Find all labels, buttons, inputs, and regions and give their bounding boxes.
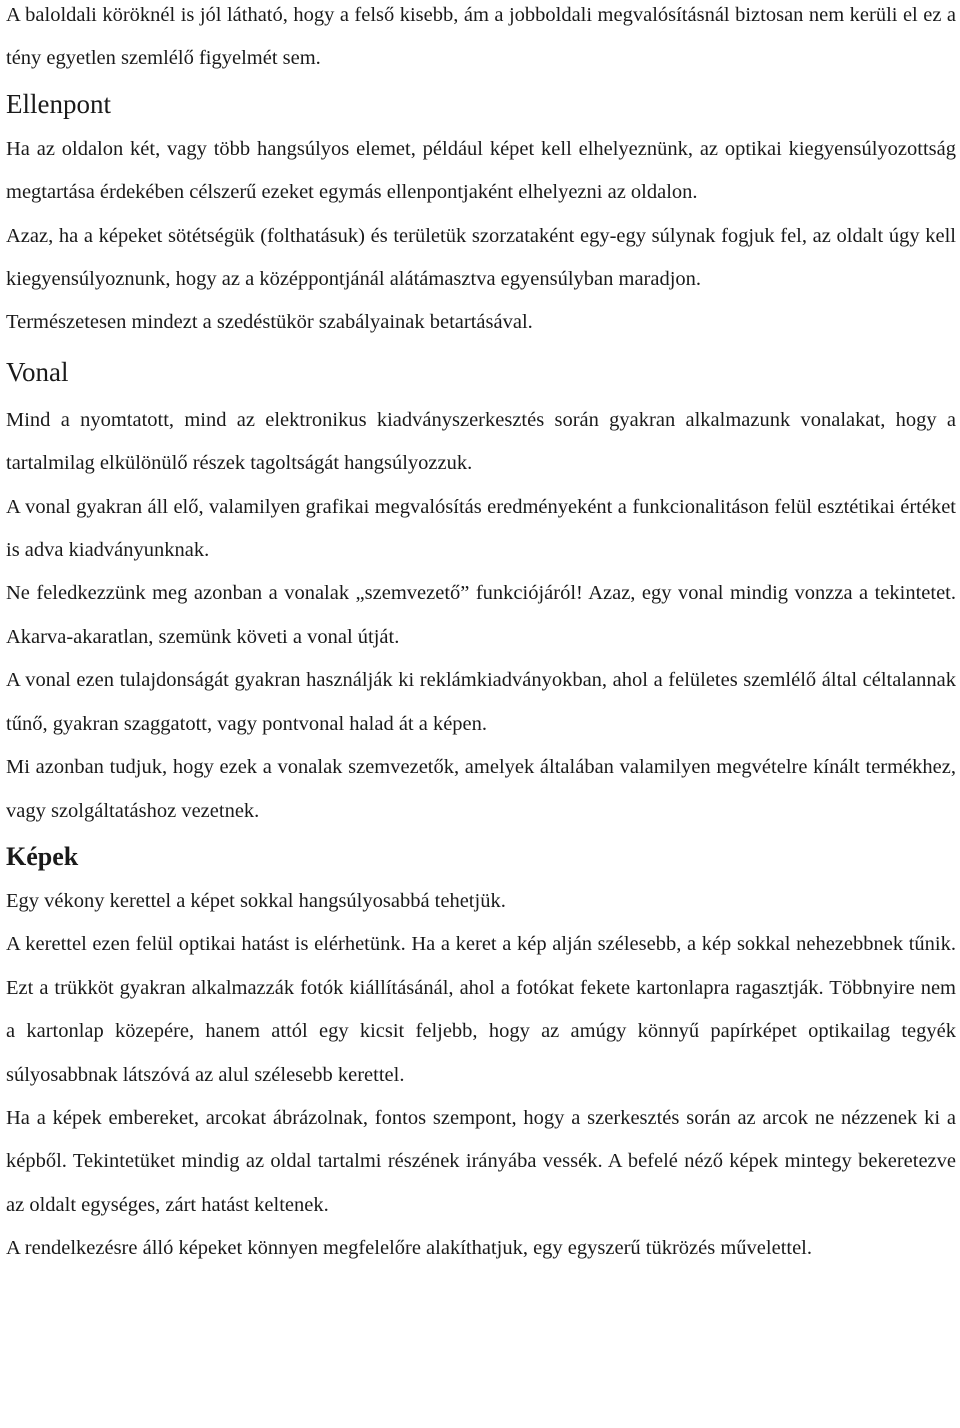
vonal-paragraph-3: Ne feledkezzünk meg azonban a vonalak „szemvezető” funkciójáról! Azaz, egy vonal mindig vonzza a tekintetet. Akarva-akaratlan, szemünk követi a vonal útját. bbox=[6, 582, 956, 648]
vonal-paragraph-2: A vonal gyakran áll elő, valamilyen grafikai megvalósítás eredményeként a funkcionalitáson felül esztétikai értéket is adva kiadványunknak. bbox=[6, 495, 956, 562]
ellenpont-paragraph-3: Természetesen mindezt a szedéstükör szabályainak betartásával. bbox=[6, 311, 533, 334]
kepek-paragraph-4: A rendelkezésre álló képeket könnyen megfelelőre alakíthatjuk, egy egyszerű tükrözés művelettel. bbox=[6, 1237, 813, 1260]
heading-vonal: Vonal bbox=[6, 356, 69, 387]
ellenpont-paragraph-1: Ha az oldalon két, vagy több hangsúlyos elemet, például képet kell elhelyeznünk, az optikai kiegyensúlyozottság megtartása érdekében célszerű ezeket egymás ellenpontjaként elhelyezni az oldalon. bbox=[6, 137, 956, 204]
kepek-paragraph-1: Egy vékony kerettel a képet sokkal hangsúlyosabbá tehetjük. bbox=[6, 889, 506, 912]
vonal-paragraph-4: A vonal ezen tulajdonságát gyakran használják ki reklámkiadványokban, ahol a felületes szemlélő által céltalannak tűnő, gyakran szaggatott, vagy pontvonal halad át a képen. bbox=[6, 669, 956, 735]
vonal-paragraph-5: Mi azonban tudjuk, hogy ezek a vonalak szemvezetők, amelyek általában valamilyen megvételre kínált termékhez, vagy szolgáltatáshoz vezetnek. bbox=[6, 756, 956, 822]
heading-kepek: Képek bbox=[6, 841, 79, 871]
heading-ellenpont: Ellenpont bbox=[6, 88, 111, 119]
intro-paragraph: A baloldali köröknél is jól látható, hogy a felső kisebb, ám a jobboldali megvalósításnál biztosan nem kerüli el ez a tény egyetlen szemlélő figyelmét sem. bbox=[6, 4, 956, 70]
ellenpont-paragraph-2: Azaz, ha a képeket sötétségük (folthatásuk) és területük szorzataként egy-egy súlynak fogjuk fel, az oldalt úgy kell kiegyensúlyoznunk, hogy az a középpontjánál alátámasztva egyensúlyban maradjon. bbox=[6, 224, 956, 291]
kepek-paragraph-2: A kerettel ezen felül optikai hatást is elérhetünk. Ha a keret a kép alján szélesebb, a kép sokkal nehezebbnek tűnik. Ezt a trükköt gyakran alkalmazzák fotók kiállításánál, ahol a fotókat fekete kartonlapra ragasztják. Többnyire nem a kartonlap közepére, hanem attól egy kicsit feljebb, hogy az amúgy könnyű papírképet optikailag tegyék súlyosabbnak látszóvá az alul szélesebb kerettel. bbox=[6, 933, 956, 1086]
kepek-paragraph-3: Ha a képek embereket, arcokat ábrázolnak, fontos szempont, hogy a szerkesztés során az arcok ne nézzenek ki a képből. Tekintetüket mindig az oldal tartalmi részének irányába vessék. A befelé néző képek mintegy bekeretezve az oldalt egységes, zárt hatást keltenek. bbox=[6, 1106, 956, 1216]
document-page bbox=[6, 0, 956, 1271]
vonal-paragraph-1: Mind a nyomtatott, mind az elektronikus kiadványszerkesztés során gyakran alkalmazunk vonalakat, hogy a tartalmilag elkülönülő részek tagoltságát hangsúlyozzuk. bbox=[6, 408, 956, 475]
